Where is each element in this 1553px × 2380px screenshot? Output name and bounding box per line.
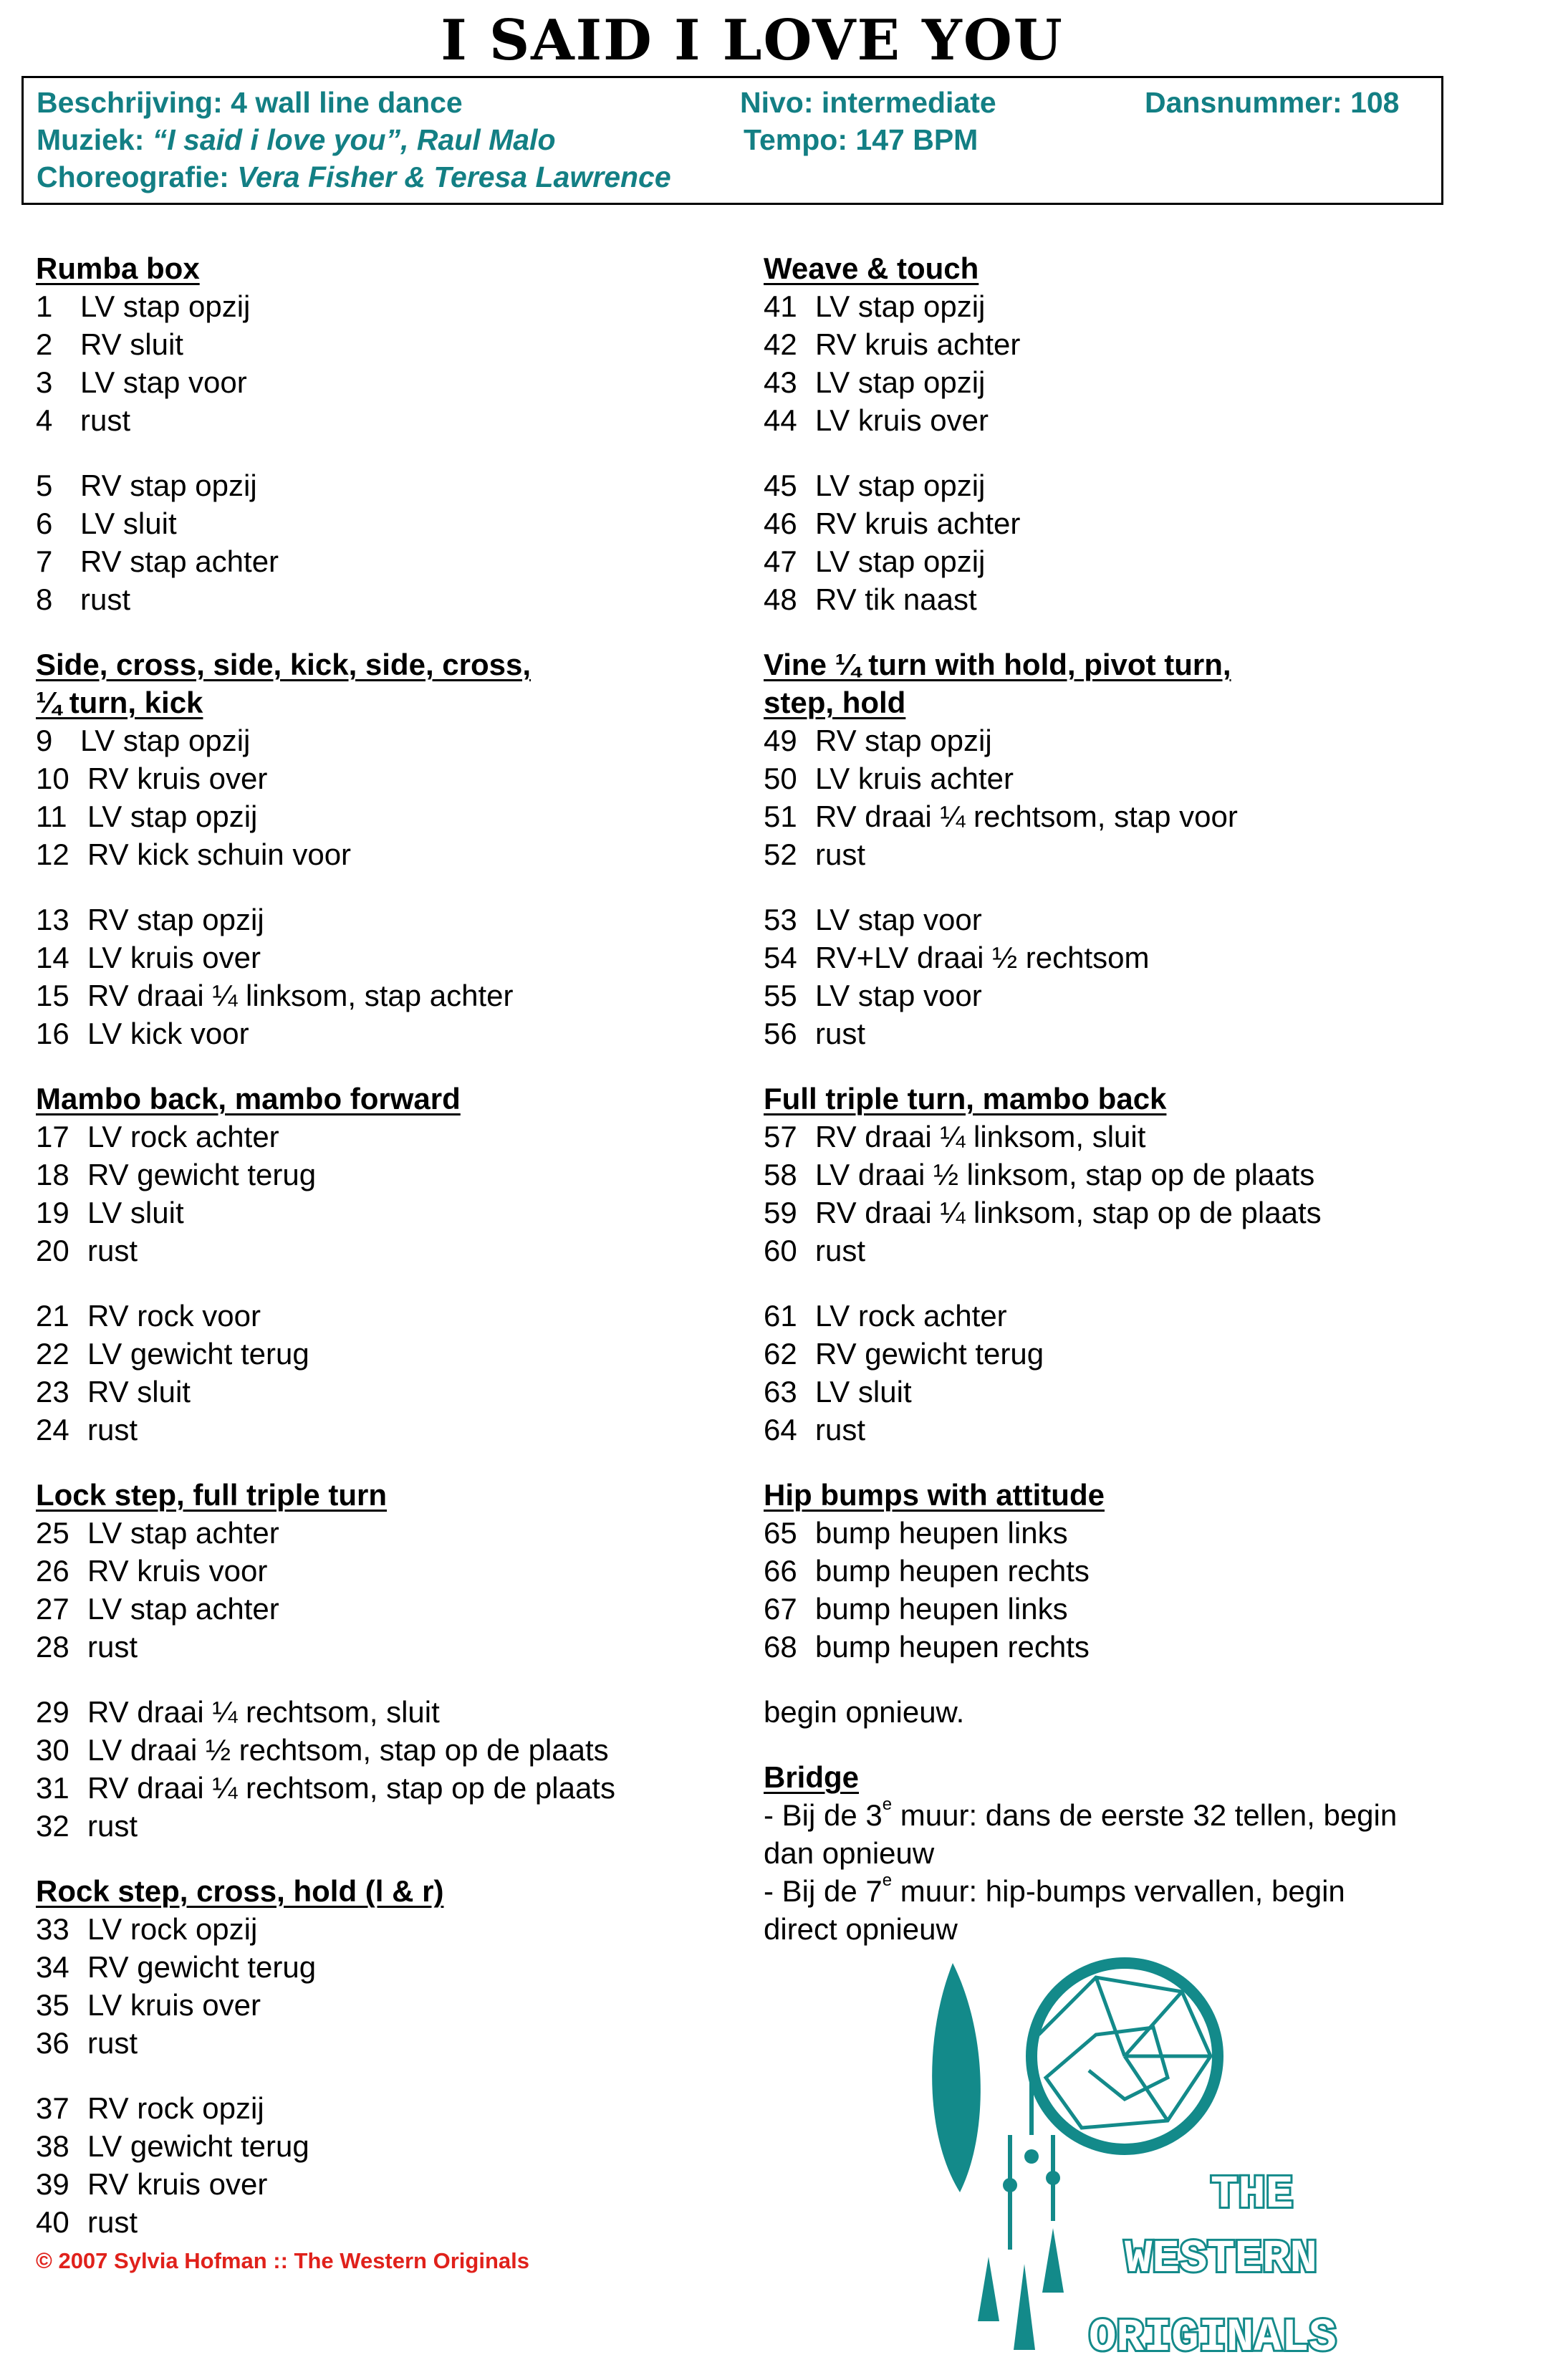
- right-column: [764, 249, 1480, 1948]
- step-count: 64: [764, 1413, 797, 1446]
- step-row: [764, 1156, 1480, 1194]
- section: [764, 1476, 1480, 1666]
- step-count: 38: [36, 2129, 69, 2163]
- step-row: [36, 2203, 752, 2241]
- step-group: [764, 1297, 1480, 1449]
- step-count: 34: [36, 1950, 69, 1984]
- step-row: [36, 1948, 752, 1986]
- description: Beschrijving: 4 wall line dance: [37, 86, 463, 119]
- step-row: [36, 287, 752, 325]
- step-count: 60: [764, 1234, 797, 1267]
- step-row: [764, 759, 1480, 797]
- step-count: 35: [36, 1988, 69, 2022]
- step-text: RV sluit: [87, 1375, 191, 1409]
- step-count: 26: [36, 1554, 69, 1588]
- step-row: [764, 580, 1480, 618]
- step-text: RV draai ¼ linksom, stap op de plaats: [815, 1196, 1322, 1229]
- step-text: RV kick schuin voor: [87, 838, 352, 871]
- step-text: LV stap opzij: [80, 289, 251, 323]
- step-count: 15: [36, 979, 69, 1012]
- step-row: [36, 1986, 752, 2024]
- section-title: Full triple turn, mambo back: [764, 1082, 1167, 1115]
- step-text: RV draai ¼ linksom, stap achter: [87, 979, 514, 1012]
- step-count: 2: [36, 327, 53, 361]
- step-count: 7: [36, 544, 53, 578]
- step-text: LV kruis over: [87, 941, 261, 974]
- step-row: [764, 401, 1480, 439]
- step-count: 65: [764, 1516, 797, 1550]
- dance-number: Dansnummer: 108: [1145, 86, 1400, 119]
- step-row: [764, 1552, 1480, 1590]
- step-text: LV sluit: [87, 1196, 184, 1229]
- step-row: [764, 466, 1480, 504]
- step-group: [36, 287, 752, 439]
- restart-text: begin opnieuw.: [764, 1695, 965, 1729]
- step-text: rust: [87, 1809, 138, 1843]
- step-count: 58: [764, 1158, 797, 1191]
- logo-text-western: WESTERN: [1125, 2234, 1317, 2285]
- step-text: RV gewicht terug: [87, 1158, 317, 1191]
- step-text: bump heupen links: [815, 1592, 1068, 1626]
- step-group: [764, 721, 1480, 873]
- step-text: LV stap opzij: [80, 724, 251, 757]
- step-text: rust: [815, 838, 866, 871]
- section-title-line-2: step, hold: [764, 686, 906, 719]
- logo-text-originals: ORIGINALS: [1089, 2313, 1337, 2364]
- step-row: [36, 1335, 752, 1373]
- step-group: [36, 1118, 752, 1270]
- step-row: [764, 721, 1480, 759]
- step-text: LV kruis achter: [815, 762, 1014, 795]
- step-text: LV stap opzij: [87, 800, 258, 833]
- step-count: 20: [36, 1234, 69, 1267]
- section: [36, 1872, 752, 2241]
- step-text: LV sluit: [815, 1375, 912, 1409]
- step-text: bump heupen rechts: [815, 1630, 1090, 1664]
- step-row: [36, 1807, 752, 1845]
- step-count: 12: [36, 838, 69, 871]
- bridge-line-1-cont: dan opnieuw: [764, 1836, 935, 1870]
- section-title: Weave & touch: [764, 251, 979, 285]
- step-row: [764, 1118, 1480, 1156]
- step-group: [36, 721, 752, 873]
- step-text: LV draai ½ linksom, stap op de plaats: [815, 1158, 1315, 1191]
- step-count: 40: [36, 2205, 69, 2239]
- step-count: 11: [36, 800, 67, 833]
- step-text: RV kruis over: [87, 2167, 268, 2201]
- step-row: [764, 1373, 1480, 1411]
- step-count: 8: [36, 582, 53, 616]
- step-row: [36, 1693, 752, 1731]
- step-count: 27: [36, 1592, 69, 1626]
- step-count: 51: [764, 800, 797, 833]
- step-text: RV stap achter: [80, 544, 279, 578]
- bridge-line-2-cont: direct opnieuw: [764, 1912, 958, 1946]
- step-count: 6: [36, 507, 53, 540]
- step-row: [764, 901, 1480, 939]
- step-text: RV kruis over: [87, 762, 268, 795]
- step-text: LV stap achter: [87, 1516, 279, 1550]
- step-group: [36, 1910, 752, 2062]
- step-text: rust: [80, 403, 131, 437]
- step-row: [36, 901, 752, 939]
- section: [764, 646, 1480, 1052]
- step-text: LV kruis over: [815, 403, 989, 437]
- step-count: 9: [36, 724, 53, 757]
- step-text: RV stap opzij: [815, 724, 992, 757]
- step-text: RV kruis achter: [815, 327, 1021, 361]
- step-text: rust: [87, 1234, 138, 1267]
- step-count: 52: [764, 838, 797, 871]
- step-text: RV+LV draai ½ rechtsom: [815, 941, 1150, 974]
- dreamcatcher-icon: [1010, 1963, 1218, 2250]
- step-group: [36, 901, 752, 1052]
- step-row: [36, 325, 752, 363]
- step-count: 17: [36, 1120, 69, 1153]
- step-text: LV draai ½ rechtsom, stap op de plaats: [87, 1733, 609, 1767]
- step-count: 68: [764, 1630, 797, 1664]
- step-row: [36, 1514, 752, 1552]
- step-row: [764, 363, 1480, 401]
- step-row: [36, 977, 752, 1014]
- step-text: LV stap achter: [87, 1592, 279, 1626]
- step-count: 44: [764, 403, 797, 437]
- step-count: 47: [764, 544, 797, 578]
- bridge-title: Bridge: [764, 1760, 860, 1794]
- step-text: rust: [80, 582, 131, 616]
- step-count: 62: [764, 1337, 797, 1371]
- step-text: RV gewicht terug: [87, 1950, 317, 1984]
- step-count: 43: [764, 365, 797, 399]
- step-count: 55: [764, 979, 797, 1012]
- section-title: Rumba box: [36, 251, 200, 285]
- step-text: RV draai ¼ rechtsom, stap voor: [815, 800, 1238, 833]
- step-row: [764, 1335, 1480, 1373]
- step-text: LV gewicht terug: [87, 2129, 309, 2163]
- step-count: 19: [36, 1196, 69, 1229]
- step-count: 49: [764, 724, 797, 757]
- step-text: RV kruis voor: [87, 1554, 268, 1588]
- step-row: [764, 1297, 1480, 1335]
- step-count: 21: [36, 1299, 69, 1333]
- step-count: 3: [36, 365, 53, 399]
- step-count: 67: [764, 1592, 797, 1626]
- step-text: RV stap opzij: [80, 469, 257, 502]
- step-row: [36, 1731, 752, 1769]
- step-row: [36, 797, 752, 835]
- step-count: 53: [764, 903, 797, 936]
- step-count: 28: [36, 1630, 69, 1664]
- step-count: 30: [36, 1733, 69, 1767]
- section-title: Mambo back, mambo forward: [36, 1082, 461, 1115]
- step-count: 23: [36, 1375, 69, 1409]
- step-row: [36, 835, 752, 873]
- step-row: [36, 2127, 752, 2165]
- step-text: LV kick voor: [87, 1017, 249, 1050]
- step-text: RV draai ¼ rechtsom, stap op de plaats: [87, 1771, 615, 1805]
- step-row: [764, 835, 1480, 873]
- step-count: 56: [764, 1017, 797, 1050]
- step-row: [764, 1232, 1480, 1270]
- logo-text-the: THE: [1211, 2169, 1294, 2221]
- step-count: 32: [36, 1809, 69, 1843]
- step-count: 22: [36, 1337, 69, 1371]
- step-text: rust: [87, 2026, 138, 2060]
- section: [36, 1476, 752, 1845]
- step-text: LV rock achter: [87, 1120, 279, 1153]
- step-text: RV rock opzij: [87, 2091, 264, 2125]
- step-count: 48: [764, 582, 797, 616]
- step-row: [36, 2165, 752, 2203]
- section-title: Hip bumps with attitude: [764, 1478, 1105, 1512]
- step-row: [764, 542, 1480, 580]
- step-group: [36, 1693, 752, 1845]
- step-row: [36, 1373, 752, 1411]
- step-text: LV kruis over: [87, 1988, 261, 2022]
- step-count: 14: [36, 941, 69, 974]
- section-title: Vine ¼ turn with hold, pivot turn,: [764, 648, 1231, 681]
- step-row: [36, 1411, 752, 1449]
- section-title: Side, cross, side, kick, side, cross,: [36, 648, 532, 681]
- step-group: [36, 2089, 752, 2241]
- step-row: [764, 1590, 1480, 1628]
- step-text: LV stap opzij: [815, 544, 986, 578]
- step-count: 36: [36, 2026, 69, 2060]
- step-text: rust: [87, 1630, 138, 1664]
- step-row: [36, 1194, 752, 1232]
- step-row: [764, 504, 1480, 542]
- section: [36, 249, 752, 618]
- step-text: LV stap opzij: [815, 289, 986, 323]
- step-text: RV kruis achter: [815, 507, 1021, 540]
- step-row: [36, 363, 752, 401]
- step-row: [764, 1411, 1480, 1449]
- step-text: LV stap opzij: [815, 365, 986, 399]
- step-group: [764, 466, 1480, 618]
- step-row: [36, 1628, 752, 1666]
- step-text: rust: [815, 1017, 866, 1050]
- level: Nivo: intermediate: [740, 86, 996, 119]
- step-text: RV gewicht terug: [815, 1337, 1044, 1371]
- step-count: 66: [764, 1554, 797, 1588]
- step-count: 29: [36, 1695, 69, 1729]
- info-box: [21, 76, 1443, 205]
- bridge-line-1: - Bij de 3e muur: dans de eerste 32 tellen, begin: [764, 1795, 1398, 1832]
- step-text: LV rock opzij: [87, 1912, 258, 1946]
- step-group: [764, 1514, 1480, 1666]
- step-group: [764, 1118, 1480, 1270]
- bridge-line-2: - Bij de 7e muur: hip-bumps vervallen, begin: [764, 1871, 1345, 1908]
- step-text: RV tik naast: [815, 582, 977, 616]
- step-count: 59: [764, 1196, 797, 1229]
- step-row: [764, 287, 1480, 325]
- step-count: 42: [764, 327, 797, 361]
- step-count: 37: [36, 2091, 69, 2125]
- step-text: RV stap opzij: [87, 903, 264, 936]
- section: [764, 1080, 1480, 1449]
- step-count: 18: [36, 1158, 69, 1191]
- step-text: RV draai ¼ rechtsom, sluit: [87, 1695, 440, 1729]
- step-row: [36, 504, 752, 542]
- step-count: 63: [764, 1375, 797, 1409]
- step-row: [36, 542, 752, 580]
- step-text: LV gewicht terug: [87, 1337, 309, 1371]
- step-count: 5: [36, 469, 53, 502]
- step-row: [764, 325, 1480, 363]
- step-text: RV sluit: [80, 327, 183, 361]
- step-count: 54: [764, 941, 797, 974]
- step-row: [36, 721, 752, 759]
- right-sections: [764, 249, 1480, 1666]
- step-text: LV stap voor: [815, 979, 982, 1012]
- step-count: 16: [36, 1017, 69, 1050]
- step-count: 25: [36, 1516, 69, 1550]
- step-row: [764, 1014, 1480, 1052]
- section: [36, 646, 752, 1052]
- step-text: rust: [815, 1413, 866, 1446]
- section-title-line-2: ¼ turn, kick: [36, 686, 203, 719]
- step-count: 10: [36, 762, 69, 795]
- step-text: rust: [815, 1234, 866, 1267]
- step-count: 41: [764, 289, 797, 323]
- step-row: [36, 466, 752, 504]
- choreography: Choreografie: Vera Fisher & Teresa Lawrence: [37, 160, 671, 193]
- step-row: [764, 1194, 1480, 1232]
- step-text: bump heupen rechts: [815, 1554, 1090, 1588]
- step-count: 31: [36, 1771, 69, 1805]
- copyright-footer: © 2007 Sylvia Hofman :: The Western Originals: [36, 2248, 529, 2273]
- step-group: [764, 287, 1480, 439]
- step-text: LV stap opzij: [815, 469, 986, 502]
- step-row: [36, 1552, 752, 1590]
- step-count: 39: [36, 2167, 69, 2201]
- step-row: [36, 580, 752, 618]
- section: [764, 249, 1480, 618]
- step-row: [36, 1297, 752, 1335]
- step-row: [36, 1590, 752, 1628]
- step-count: 1: [36, 289, 53, 323]
- step-count: 13: [36, 903, 69, 936]
- step-text: rust: [87, 2205, 138, 2239]
- bridge-section: [764, 1758, 1480, 1948]
- step-group: [36, 1297, 752, 1449]
- step-text: bump heupen links: [815, 1516, 1068, 1550]
- section-title: Lock step, full triple turn: [36, 1478, 388, 1512]
- step-row: [36, 1232, 752, 1270]
- step-row: [36, 1118, 752, 1156]
- dance-title: I SAID I LOVE YOU: [441, 8, 1064, 73]
- step-text: RV draai ¼ linksom, sluit: [815, 1120, 1146, 1153]
- step-count: 61: [764, 1299, 797, 1333]
- step-row: [36, 401, 752, 439]
- step-group: [36, 466, 752, 618]
- step-text: LV stap voor: [80, 365, 247, 399]
- music: Muziek: “I said i love you”, Raul Malo: [37, 123, 556, 156]
- step-row: [36, 2089, 752, 2127]
- step-text: LV stap voor: [815, 903, 982, 936]
- step-row: [36, 759, 752, 797]
- step-text: rust: [87, 1413, 138, 1446]
- step-text: RV rock voor: [87, 1299, 261, 1333]
- step-row: [36, 1769, 752, 1807]
- western-originals-logo: [910, 1949, 1411, 2379]
- step-count: 45: [764, 469, 797, 502]
- step-count: 4: [36, 403, 53, 437]
- step-row: [36, 2024, 752, 2062]
- step-row: [36, 939, 752, 977]
- step-count: 33: [36, 1912, 69, 1946]
- section: [36, 1080, 752, 1449]
- left-column: [36, 249, 752, 2268]
- tempo: Tempo: 147 BPM: [744, 123, 979, 156]
- step-count: 50: [764, 762, 797, 795]
- step-group: [36, 1514, 752, 1666]
- section-title: Rock step, cross, hold (l & r): [36, 1874, 444, 1908]
- step-count: 46: [764, 507, 797, 540]
- step-group: [764, 901, 1480, 1052]
- step-count: 57: [764, 1120, 797, 1153]
- step-row: [764, 977, 1480, 1014]
- step-row: [764, 1514, 1480, 1552]
- step-row: [36, 1014, 752, 1052]
- step-row: [764, 939, 1480, 977]
- step-row: [36, 1910, 752, 1948]
- step-text: LV rock achter: [815, 1299, 1007, 1333]
- step-row: [764, 1628, 1480, 1666]
- step-text: LV sluit: [80, 507, 177, 540]
- step-count: 24: [36, 1413, 69, 1446]
- step-row: [764, 797, 1480, 835]
- step-row: [36, 1156, 752, 1194]
